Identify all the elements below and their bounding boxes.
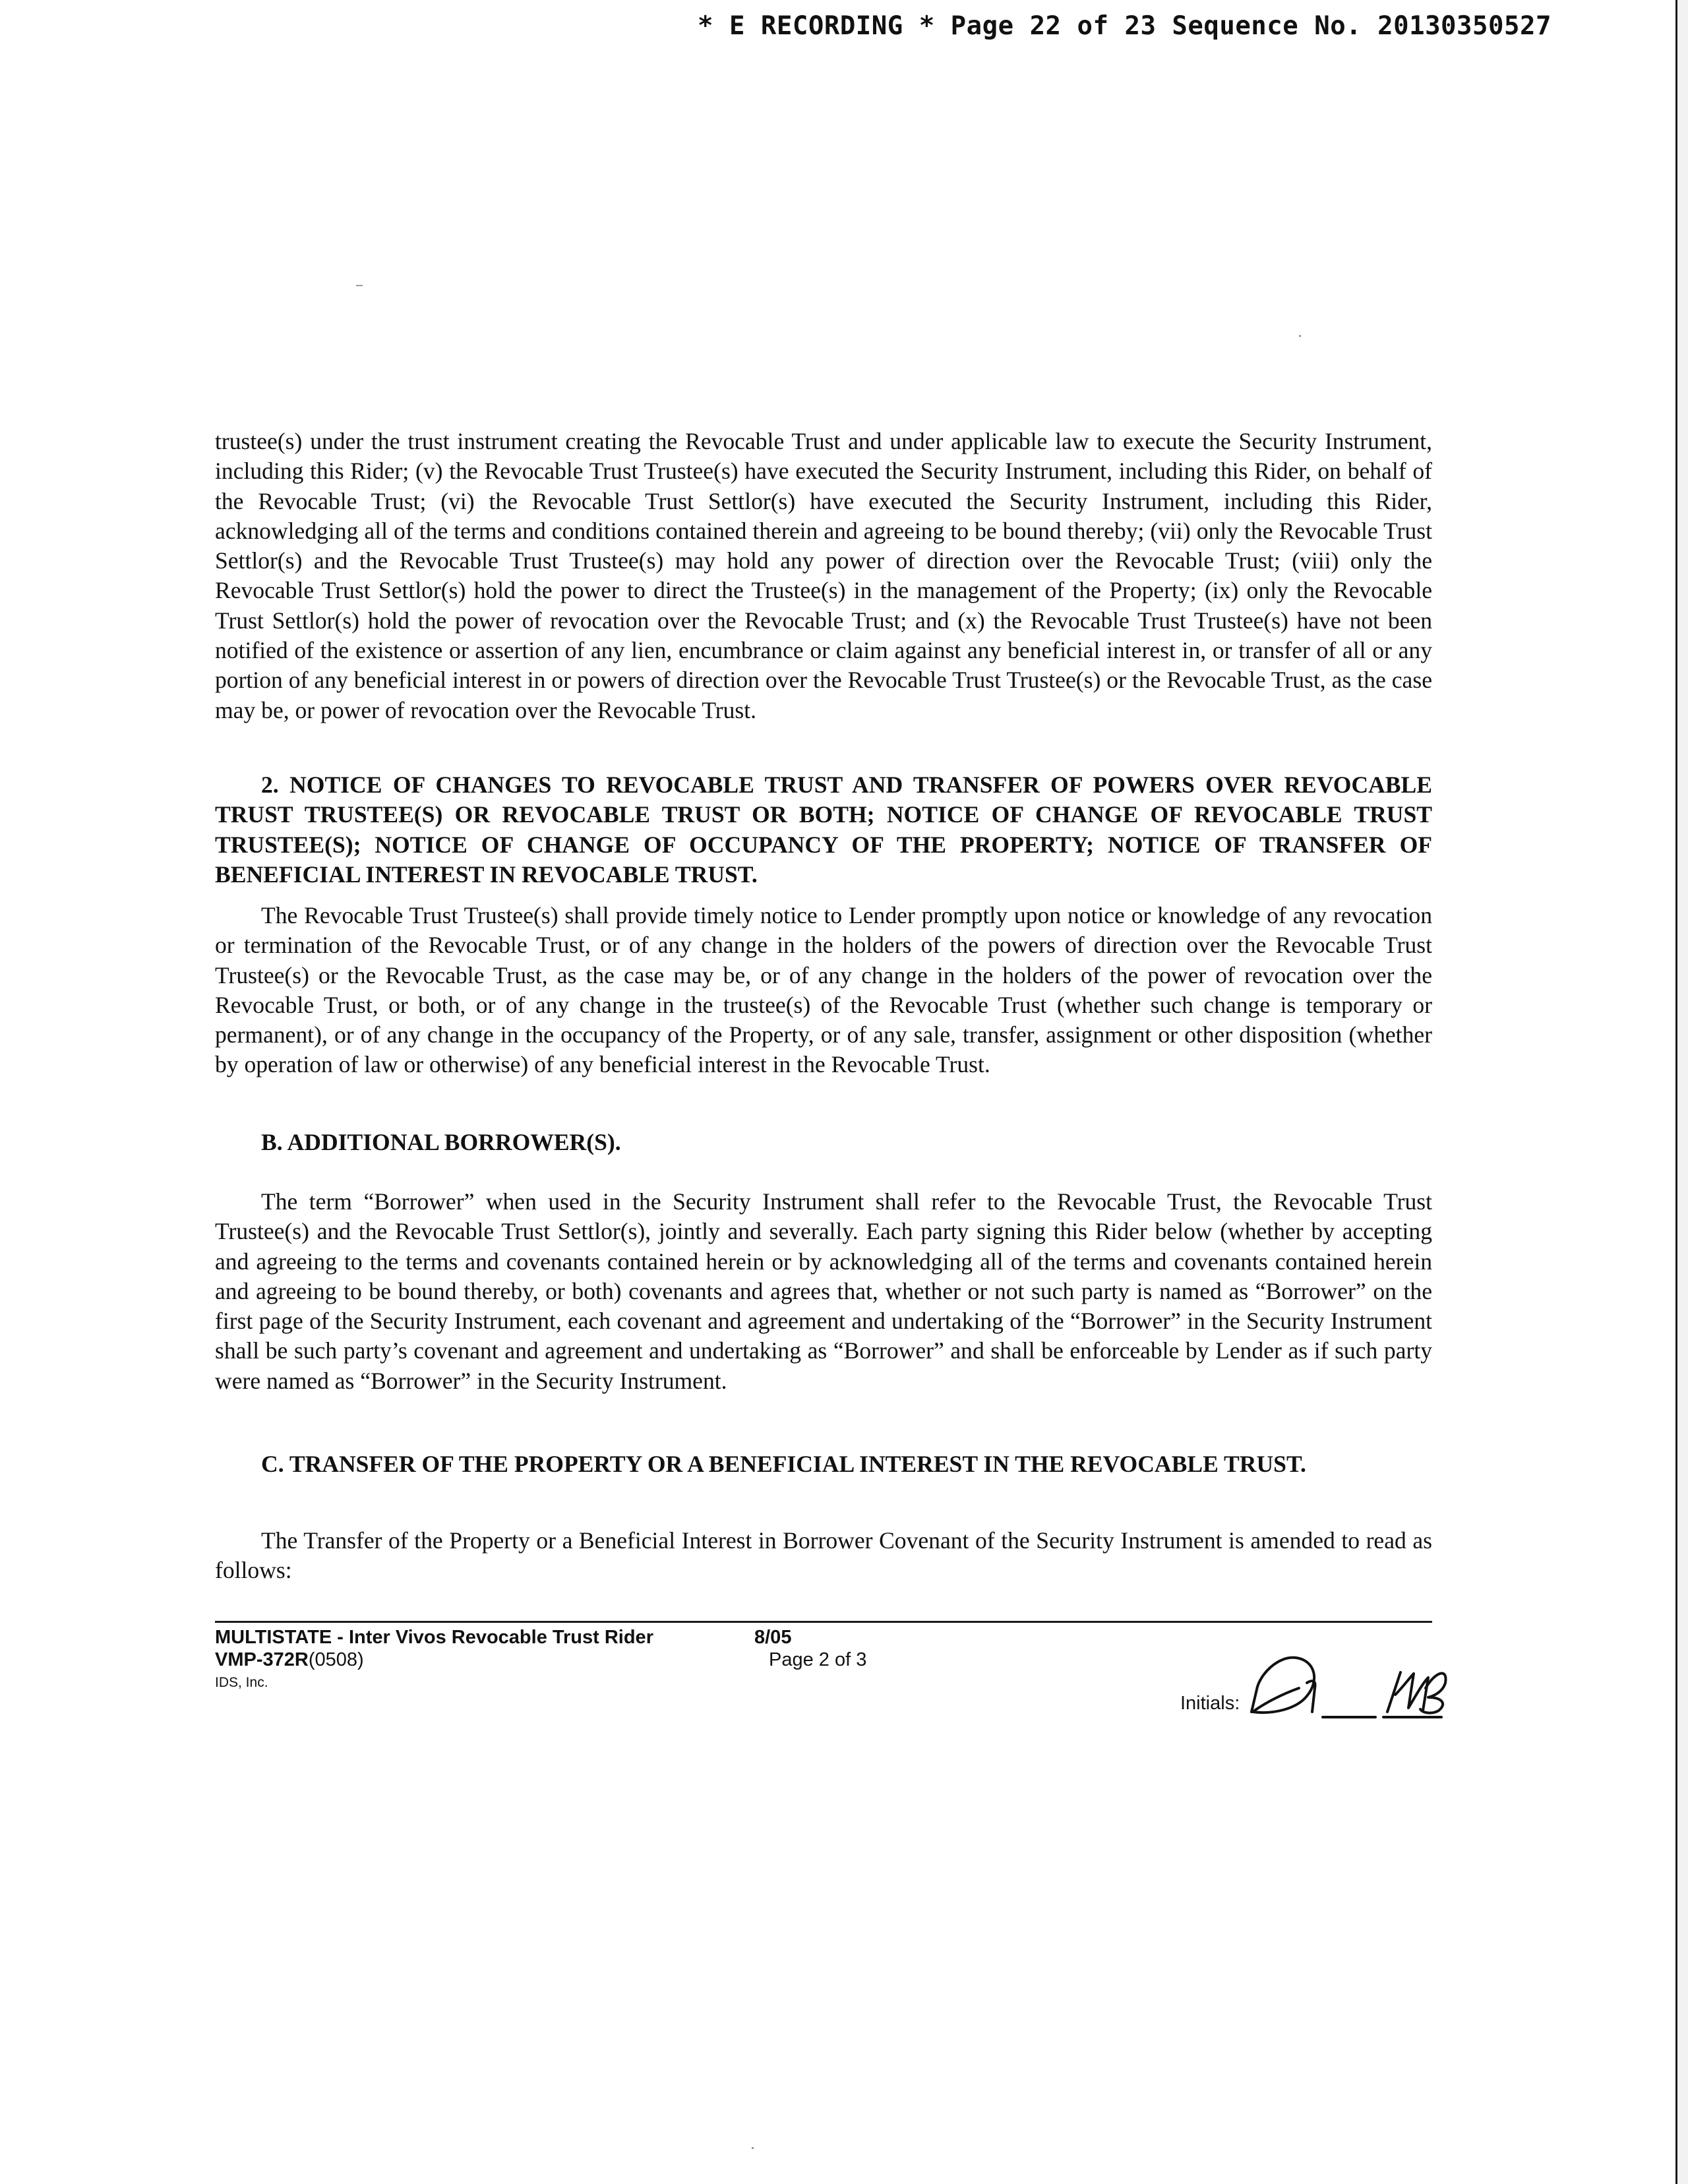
- page-number: Page 2 of 3: [769, 1649, 867, 1670]
- paragraph-trust-representations: trustee(s) under the trust instrument creating the Revocable Trust and under applicable law to execute the Security Instrument, including this Rider; (v) the Revocable Trust Trustee(s) have executed the Security Instrument, including this Rider, on behalf of the Revocable Trust; (vi) the Revocable Trust Settlor(s) have executed the Security Instrument, including this Rider, acknowledging all of the terms and conditions contained therein and agreeing to be bound thereby; (vii) only the Revocable Trust Settlor(s) and the Revocable Trust Trustee(s) may hold any power of direction over the Revocable Trust; (viii) only the Revocable Trust Settlor(s) hold the power to direct the Trustee(s) in the management of the Property; (ix) only the Revocable Trust Settlor(s) hold the power of revocation over the Revocable Trust; and (x) the Revocable Trust Trustee(s) have not been notified of the existence or assertion of any lien, encumbrance or claim against any beneficial interest in, or transfer of all or any portion of any beneficial interest in or powers of direction over the Revocable Trust Trustee(s) or the Revocable Trust, as the case may be, or power of revocation over the Revocable Trust.: [215, 428, 1432, 723]
- footer-rule: [215, 1621, 1432, 1623]
- form-number-code: VMP-372R: [215, 1649, 309, 1670]
- form-vendor: IDS, Inc.: [215, 1675, 268, 1690]
- section-b-text: The term “Borrower” when used in the Security Instrument shall refer to the Revocable Trust, the Revocable Trust Trustee(s) and the Revocable Trust Settlor(s), jointly and severally. Each party signing this Rider below (whether by accepting and agreeing to the terms and covenants contained herein or by acknowledging all of the terms and covenants contained herein and agreeing to be bound thereby, or both) covenants and agrees that, whether or not such party is named as “Borrower” on the first page of the Security Instrument, each covenant and agreement and undertaking of the “Borrower” in the Security Instrument shall be such party’s covenant and agreement and undertaking as “Borrower” and shall be enforceable by Lender as if such party were named as “Borrower” in the Security Instrument.: [215, 1188, 1432, 1394]
- recording-stamp: * E RECORDING * Page 22 of 23 Sequence No. 20130350527: [698, 11, 1552, 41]
- form-number: [215, 1649, 364, 1671]
- page-edge: [1675, 0, 1688, 2184]
- handwritten-initials-signature: [1244, 1649, 1455, 1721]
- section-2-heading: 2. NOTICE OF CHANGES TO REVOCABLE TRUST AND TRANSFER OF POWERS OVER REVOCABLE TRUST TRUSTEE(S) OR REVOCABLE TRUST OR BOTH; NOTICE OF CHANGE OF REVOCABLE TRUST TRUSTEE(S); NOTICE OF CHANGE OF OCCUPANCY OF THE PROPERTY; NOTICE OF TRANSFER OF BENEFICIAL INTEREST IN REVOCABLE TRUST.: [215, 772, 1432, 888]
- section-c-heading: C. TRANSFER OF THE PROPERTY OR A BENEFICIAL INTEREST IN THE REVOCABLE TRUST.: [261, 1451, 1306, 1477]
- scan-speck: [752, 2147, 754, 2149]
- section-c-text: The Transfer of the Property or a Beneficial Interest in Borrower Covenant of the Security Instrument is amended to read as follows:: [215, 1527, 1432, 1584]
- scan-speck: [1299, 335, 1301, 337]
- initials-label: Initials:: [1180, 1693, 1240, 1714]
- form-number-revision: (0508): [308, 1649, 364, 1670]
- scan-speck: [356, 285, 363, 286]
- section-2-text: The Revocable Trust Trustee(s) shall provide timely notice to Lender promptly upon notice or knowledge of any revocation or termination of the Revocable Trust, or of any change in the holders of the powers of direction over the Revocable Trust Trustee(s) or the Revocable Trust, as the case may be, or of any change in the holders of the power of revocation over the Revocable Trust, or both, or of any change in the trustee(s) of the Revocable Trust (whether such change is temporary or permanent), or of any change in the occupancy of the Property, or of any sale, transfer, assignment or other disposition (whether by operation of law or otherwise) of any beneficial interest in the Revocable Trust.: [215, 902, 1432, 1078]
- form-date: 8/05: [754, 1627, 792, 1648]
- section-b-heading: B. ADDITIONAL BORROWER(S).: [261, 1129, 621, 1155]
- form-name: MULTISTATE - Inter Vivos Revocable Trust Rider: [215, 1627, 653, 1648]
